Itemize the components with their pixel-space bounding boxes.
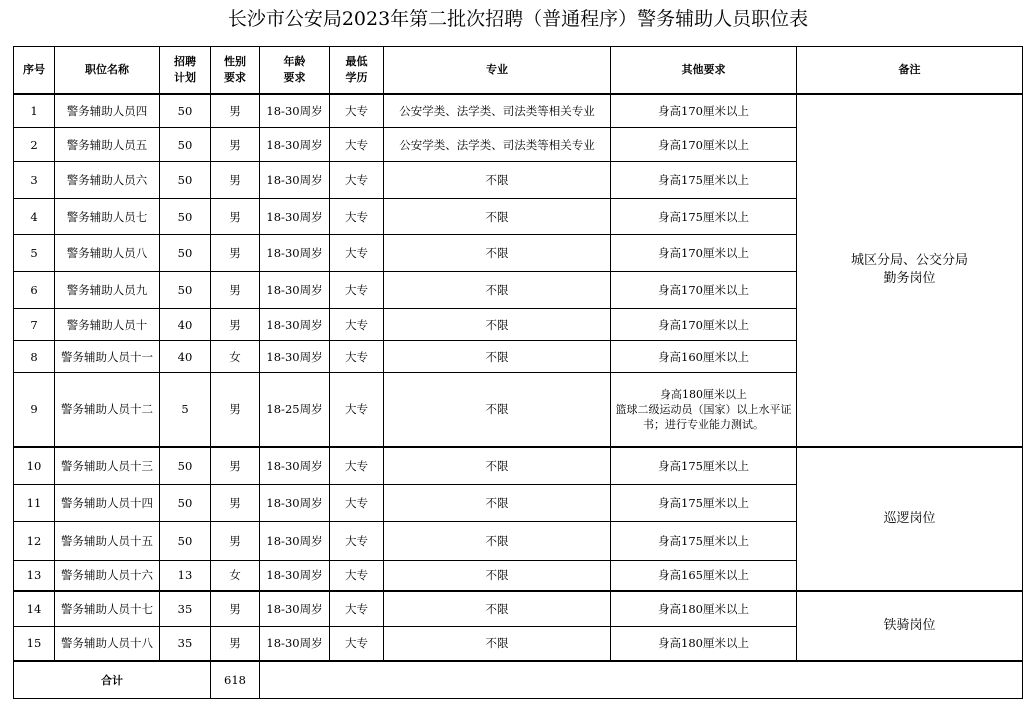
cell-gender: 男 [211, 128, 260, 162]
page-title: 长沙市公安局2023年第二批次招聘（普通程序）警务辅助人员职位表 [227, 8, 809, 30]
cell-education: 大专 [330, 447, 384, 485]
cell-age: 18-25周岁 [260, 373, 330, 447]
cell-major: 不限 [384, 272, 611, 309]
header-seq: 序号 [14, 47, 55, 94]
cell-other: 身高175厘米以上 [611, 447, 797, 485]
cell-major: 不限 [384, 485, 611, 522]
cell-gender: 男 [211, 309, 260, 341]
cell-name: 警务辅助人员十八 [55, 627, 160, 661]
table-row [14, 94, 1023, 128]
remark-group-3: 铁骑岗位 [797, 591, 1023, 661]
cell-seq: 12 [14, 522, 55, 561]
cell-seq: 10 [14, 447, 55, 485]
cell-name: 警务辅助人员六 [55, 162, 160, 199]
cell-gender: 女 [211, 341, 260, 373]
total-value: 618 [211, 661, 260, 699]
cell-seq: 6 [14, 272, 55, 309]
cell-gender: 男 [211, 373, 260, 447]
cell-seq: 9 [14, 373, 55, 447]
remark-line: 城区分局、公交分局 [850, 253, 968, 268]
cell-other: 身高170厘米以上 [611, 94, 797, 128]
cell-name: 警务辅助人员十六 [55, 561, 160, 591]
cell-plan: 13 [160, 561, 211, 591]
cell-plan: 50 [160, 94, 211, 128]
cell-age: 18-30周岁 [260, 235, 330, 272]
cell-plan: 40 [160, 341, 211, 373]
cell-major: 不限 [384, 591, 611, 627]
cell-age: 18-30周岁 [260, 627, 330, 661]
cell-education: 大专 [330, 591, 384, 627]
cell-education: 大专 [330, 235, 384, 272]
cell-age: 18-30周岁 [260, 199, 330, 235]
cell-name: 警务辅助人员四 [55, 94, 160, 128]
remark-group-1 [797, 94, 1023, 447]
header-major: 专业 [384, 47, 611, 94]
total-empty [260, 661, 1023, 699]
header-row [14, 47, 1023, 94]
header-name: 职位名称 [55, 47, 160, 94]
cell-major: 不限 [384, 561, 611, 591]
cell-seq: 13 [14, 561, 55, 591]
cell-gender: 男 [211, 162, 260, 199]
table-row [14, 591, 1023, 627]
cell-age: 18-30周岁 [260, 447, 330, 485]
cell-other: 身高170厘米以上 [611, 235, 797, 272]
cell-major: 不限 [384, 627, 611, 661]
total-label: 合计 [14, 661, 211, 699]
cell-major: 不限 [384, 162, 611, 199]
cell-plan: 50 [160, 199, 211, 235]
cell-age: 18-30周岁 [260, 591, 330, 627]
cell-education: 大专 [330, 373, 384, 447]
cell-major: 不限 [384, 235, 611, 272]
cell-gender: 男 [211, 272, 260, 309]
cell-gender: 男 [211, 591, 260, 627]
cell-other: 身高180厘米以上 篮球二级运动员（国家）以上水平证 书；进行专业能力测试。 [611, 373, 797, 447]
cell-age: 18-30周岁 [260, 309, 330, 341]
cell-seq: 7 [14, 309, 55, 341]
cell-seq: 2 [14, 128, 55, 162]
remark-group-2: 巡逻岗位 [797, 447, 1023, 591]
cell-education: 大专 [330, 162, 384, 199]
cell-name: 警务辅助人员五 [55, 128, 160, 162]
header-gender: 性别 要求 [211, 47, 260, 94]
cell-seq: 15 [14, 627, 55, 661]
cell-age: 18-30周岁 [260, 272, 330, 309]
remark-line: 勤务岗位 [883, 271, 936, 286]
cell-education: 大专 [330, 627, 384, 661]
cell-gender: 男 [211, 447, 260, 485]
cell-education: 大专 [330, 485, 384, 522]
cell-major: 不限 [384, 341, 611, 373]
cell-plan: 35 [160, 591, 211, 627]
cell-other: 身高175厘米以上 [611, 162, 797, 199]
cell-gender: 男 [211, 522, 260, 561]
cell-education: 大专 [330, 94, 384, 128]
cell-major: 公安学类、法学类、司法类等相关专业 [384, 128, 611, 162]
cell-name: 警务辅助人员十二 [55, 373, 160, 447]
header-age: 年龄 要求 [260, 47, 330, 94]
cell-education: 大专 [330, 341, 384, 373]
cell-name: 警务辅助人员十 [55, 309, 160, 341]
cell-education: 大专 [330, 309, 384, 341]
cell-name: 警务辅助人员七 [55, 199, 160, 235]
cell-seq: 14 [14, 591, 55, 627]
cell-other: 身高180厘米以上 [611, 627, 797, 661]
cell-name: 警务辅助人员十三 [55, 447, 160, 485]
cell-education: 大专 [330, 128, 384, 162]
cell-other: 身高170厘米以上 [611, 128, 797, 162]
cell-other: 身高170厘米以上 [611, 309, 797, 341]
cell-name: 警务辅助人员十一 [55, 341, 160, 373]
cell-other: 身高160厘米以上 [611, 341, 797, 373]
cell-plan: 5 [160, 373, 211, 447]
cell-gender: 女 [211, 561, 260, 591]
cell-name: 警务辅助人员十五 [55, 522, 160, 561]
cell-plan: 50 [160, 447, 211, 485]
cell-gender: 男 [211, 235, 260, 272]
cell-plan: 40 [160, 309, 211, 341]
cell-education: 大专 [330, 199, 384, 235]
cell-seq: 4 [14, 199, 55, 235]
cell-age: 18-30周岁 [260, 162, 330, 199]
cell-age: 18-30周岁 [260, 561, 330, 591]
cell-other: 身高180厘米以上 [611, 591, 797, 627]
cell-plan: 50 [160, 485, 211, 522]
cell-other: 身高175厘米以上 [611, 199, 797, 235]
cell-name: 警务辅助人员九 [55, 272, 160, 309]
cell-age: 18-30周岁 [260, 94, 330, 128]
cell-gender: 男 [211, 94, 260, 128]
cell-education: 大专 [330, 561, 384, 591]
cell-major: 公安学类、法学类、司法类等相关专业 [384, 94, 611, 128]
cell-age: 18-30周岁 [260, 128, 330, 162]
cell-plan: 50 [160, 162, 211, 199]
cell-seq: 8 [14, 341, 55, 373]
cell-seq: 1 [14, 94, 55, 128]
cell-plan: 50 [160, 128, 211, 162]
cell-gender: 男 [211, 199, 260, 235]
cell-name: 警务辅助人员八 [55, 235, 160, 272]
cell-other: 身高170厘米以上 [611, 272, 797, 309]
table-row [14, 447, 1023, 485]
cell-plan: 50 [160, 272, 211, 309]
cell-age: 18-30周岁 [260, 522, 330, 561]
header-remark: 备注 [797, 47, 1023, 94]
cell-name: 警务辅助人员十七 [55, 591, 160, 627]
header-other: 其他要求 [611, 47, 797, 94]
header-plan: 招聘 计划 [160, 47, 211, 94]
cell-other: 身高165厘米以上 [611, 561, 797, 591]
cell-gender: 男 [211, 485, 260, 522]
cell-major: 不限 [384, 309, 611, 341]
cell-other: 身高175厘米以上 [611, 522, 797, 561]
cell-plan: 35 [160, 627, 211, 661]
cell-name: 警务辅助人员十四 [55, 485, 160, 522]
cell-other: 身高175厘米以上 [611, 485, 797, 522]
cell-gender: 男 [211, 627, 260, 661]
positions-table [13, 46, 1023, 699]
cell-education: 大专 [330, 272, 384, 309]
cell-seq: 11 [14, 485, 55, 522]
cell-major: 不限 [384, 447, 611, 485]
total-row [14, 661, 1023, 699]
cell-age: 18-30周岁 [260, 341, 330, 373]
cell-major: 不限 [384, 373, 611, 447]
cell-major: 不限 [384, 522, 611, 561]
cell-age: 18-30周岁 [260, 485, 330, 522]
cell-education: 大专 [330, 522, 384, 561]
cell-major: 不限 [384, 199, 611, 235]
cell-seq: 3 [14, 162, 55, 199]
cell-plan: 50 [160, 522, 211, 561]
header-education: 最低 学历 [330, 47, 384, 94]
cell-seq: 5 [14, 235, 55, 272]
cell-plan: 50 [160, 235, 211, 272]
